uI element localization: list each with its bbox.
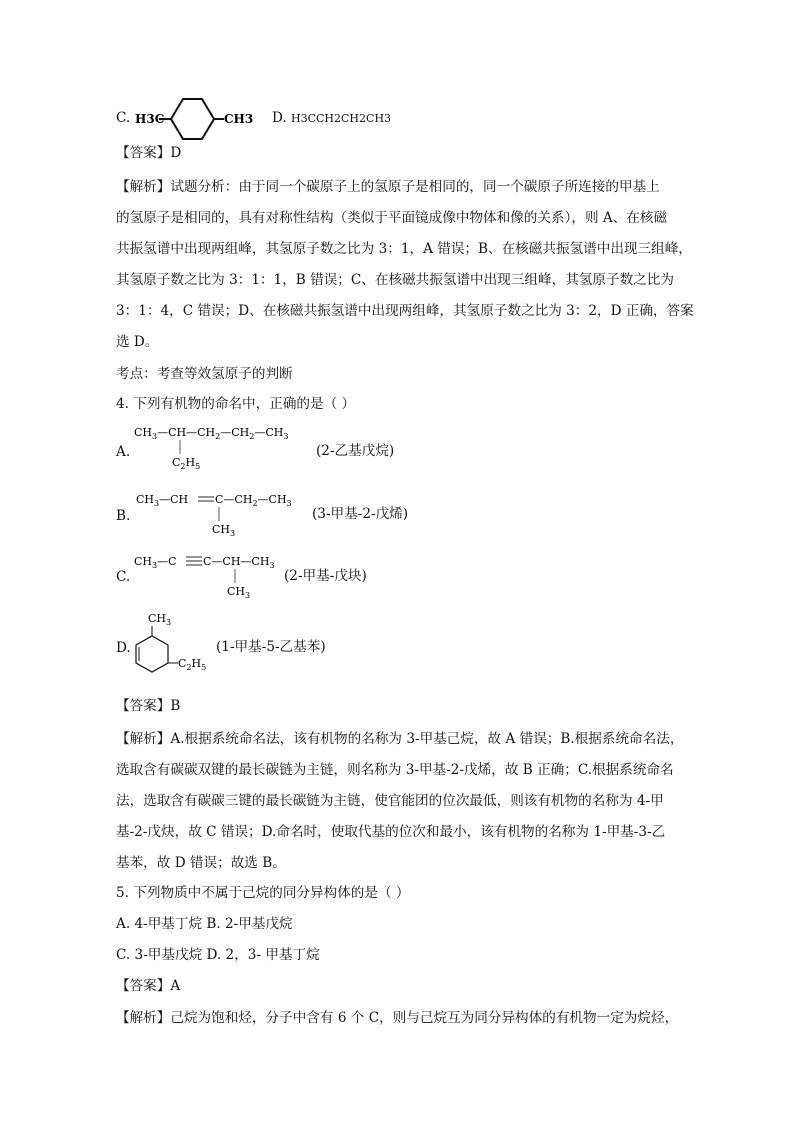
q4-option-b-name: (3-甲基-2-戊烯) (312, 506, 409, 522)
cyclohexane-structure (135, 92, 254, 144)
q4-option-d-label: D. (116, 640, 131, 656)
q3-analysis-line-4: 其氢原子数之比为 3：1：1，B 错误；C、在核磁共振氢谱中出现三组峰，其氢原子数之比为 (116, 272, 674, 288)
structure-a (134, 420, 314, 470)
q3-analysis-line-3: 共振氢谱中出现两组峰，其氢原子数之比为 3：1，A 错误；B、在核磁共振氢谱中出现三组峰， (116, 241, 692, 257)
q3-analysis-line-6: 选 D。 (116, 334, 159, 350)
q4-option-a-label: A. (116, 444, 131, 460)
q4-option-a-name: (2-乙基戊烷) (316, 443, 395, 459)
q4-stem: 4. 下列有机物的命名中，正确的是（ ） (116, 396, 356, 412)
structure-b (134, 484, 310, 540)
q4-analysis-line-5: 基苯，故 D 错误；故选 B。 (116, 855, 286, 871)
svg-text:CH3—CH—CH2—CH2—CH3: $CH_3—CH—CH_2—CH_2—CH_3$ (134, 426, 289, 441)
q4-analysis-line-4: 基-2-戊炔，故 C 错误；D.命名时，使取代基的位次和最小，该有机物的名称为 1-甲基-3-乙 (116, 824, 666, 840)
q4-analysis-line-1: 【解析】A.根据系统命名法，该有机物的名称为 3-甲基己烷，故 A 错误；B.根据系统命名法， (116, 731, 684, 747)
q5-options-row-2: C. 3-甲基戊烷 D. 2，3- 甲基丁烷 (116, 947, 320, 963)
q5-stem: 5. 下列物质中不属于己烷的同分异构体的是（ ） (116, 885, 410, 901)
svg-text:CH3: $CH_3$ (212, 523, 236, 538)
svg-text:CH3—CH: $CH_3—CH$ (136, 493, 189, 508)
q5-answer: 【答案】A (116, 978, 181, 994)
svg-text:CH3: $CH_3$ (148, 612, 172, 627)
q5-analysis-line-1: 【解析】己烷为饱和烃，分子中含有 6 个 C，则与己烷互为同分异构体的有机物一定为烷烃， (116, 1010, 679, 1026)
svg-text:C2H5: $C_2H_5$ (172, 456, 201, 471)
q3-option-c-label: C. (116, 110, 131, 126)
structure-c (134, 546, 284, 602)
svg-text:C2H5: $C_2H_5$ (178, 657, 207, 672)
q5-options-row-1: A. 4-甲基丁烷 B. 2-甲基戊烷 (116, 916, 293, 932)
q3-option-d-formula: H3CCH2CH2CH3 (291, 112, 392, 125)
q4-option-c-label: C. (116, 569, 131, 585)
q4-option-c-name: (2-甲基-戊块) (284, 568, 367, 584)
methyl-left: H3C (135, 112, 165, 126)
q3-answer: 【答案】D (116, 145, 182, 161)
q4-analysis-line-3: 法，选取含有碳碳三键的最长碳链为主链，使官能团的位次最低，则该有机物的名称为 4-甲 (116, 793, 664, 809)
q3-analysis-line-2: 的氢原子是相同的，具有对称性结构（类似于平面镜成像中物体和像的关系），则 A、在核磁 (116, 210, 668, 226)
q3-option-d-label: D. (272, 110, 287, 126)
q4-analysis-line-2: 选取含有碳碳双键的最长碳链为主链，则名称为 3-甲基-2-戊烯，故 B 正确；C.根据系统命名 (116, 762, 674, 778)
svg-text:CH3: $CH_3$ (227, 585, 251, 600)
structure-d (132, 606, 222, 686)
q4-answer: 【答案】B (116, 698, 181, 714)
svg-text:CH3—C: $CH_3—C$ (134, 555, 177, 570)
q4-option-d-name: (1-甲基-5-乙基苯) (216, 639, 326, 655)
q4-option-b-label: B. (116, 508, 131, 524)
q3-exam-point: 考点：考查等效氢原子的判断 (116, 366, 293, 382)
q3-analysis-line-5: 3：1：4，C 错误；D、在核磁共振氢谱中出现两组峰，其氢原子数之比为 3：2，D 正确，答案 (116, 303, 694, 319)
svg-text:C—CH—CH3: $C—CH—CH_3$ (203, 555, 275, 570)
svg-text:C—CH2—CH3: $C—CH_2—CH_3$ (215, 493, 292, 508)
methyl-right: CH3 (224, 112, 254, 126)
q3-analysis-line-1: 【解析】试题分析：由于同一个碳原子上的氢原子是相同的，同一个碳原子所连接的甲基上 (116, 179, 660, 195)
